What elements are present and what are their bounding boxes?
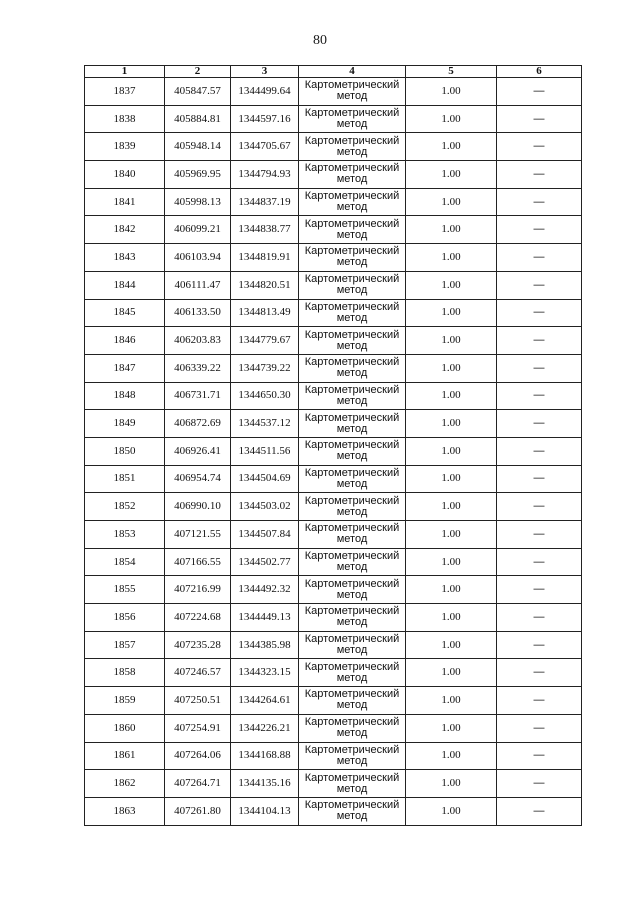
x-coordinate-cell: 406203.83 xyxy=(165,327,231,355)
method-line-2: метод xyxy=(336,810,368,823)
y-coordinate-cell: 1344323.15 xyxy=(231,659,299,687)
x-coordinate-cell: 407121.55 xyxy=(165,521,231,549)
method-line-2: метод xyxy=(336,284,368,297)
table-row xyxy=(85,687,582,715)
y-coordinate-cell: 1344449.13 xyxy=(231,604,299,632)
table-row xyxy=(85,161,582,189)
method-line-1: Картометрический xyxy=(304,383,400,396)
accuracy-cell: 1.00 xyxy=(406,105,497,133)
accuracy-cell: 1.00 xyxy=(406,327,497,355)
method-line-2: метод xyxy=(336,256,368,269)
description-cell: — xyxy=(497,244,582,272)
method-line-2: метод xyxy=(336,118,368,131)
method-cell xyxy=(299,576,406,604)
point-number-cell: 1842 xyxy=(85,216,165,244)
y-coordinate-cell: 1344813.49 xyxy=(231,299,299,327)
y-coordinate-cell: 1344226.21 xyxy=(231,714,299,742)
table-row xyxy=(85,465,582,493)
point-number-cell: 1862 xyxy=(85,770,165,798)
description-cell: — xyxy=(497,382,582,410)
accuracy-cell: 1.00 xyxy=(406,410,497,438)
method-line-2: метод xyxy=(336,699,368,712)
method-cell xyxy=(299,327,406,355)
method-line-2: метод xyxy=(336,782,368,795)
accuracy-cell: 1.00 xyxy=(406,133,497,161)
x-coordinate-cell: 406990.10 xyxy=(165,493,231,521)
y-coordinate-cell: 1344135.16 xyxy=(231,770,299,798)
point-number-cell: 1851 xyxy=(85,465,165,493)
header-col-6: 6 xyxy=(497,66,582,78)
header-col-2: 2 xyxy=(165,66,231,78)
method-cell xyxy=(299,687,406,715)
table-row xyxy=(85,354,582,382)
method-line-2: метод xyxy=(336,339,368,352)
description-cell: — xyxy=(497,714,582,742)
table-row xyxy=(85,493,582,521)
point-number-cell: 1863 xyxy=(85,797,165,825)
accuracy-cell: 1.00 xyxy=(406,354,497,382)
method-cell xyxy=(299,604,406,632)
method-line-1: Картометрический xyxy=(304,494,400,507)
table-row xyxy=(85,576,582,604)
x-coordinate-cell: 405884.81 xyxy=(165,105,231,133)
accuracy-cell: 1.00 xyxy=(406,437,497,465)
description-cell: — xyxy=(497,631,582,659)
description-cell: — xyxy=(497,78,582,106)
accuracy-cell: 1.00 xyxy=(406,687,497,715)
table-row xyxy=(85,271,582,299)
y-coordinate-cell: 1344837.19 xyxy=(231,188,299,216)
y-coordinate-cell: 1344511.56 xyxy=(231,437,299,465)
method-line-2: метод xyxy=(336,311,368,324)
method-line-1: Картометрический xyxy=(304,743,400,756)
method-line-1: Картометрический xyxy=(304,107,400,120)
accuracy-cell: 1.00 xyxy=(406,770,497,798)
x-coordinate-cell: 406954.74 xyxy=(165,465,231,493)
method-line-2: метод xyxy=(336,450,368,463)
method-line-2: метод xyxy=(336,201,368,214)
table-row xyxy=(85,299,582,327)
x-coordinate-cell: 406103.94 xyxy=(165,244,231,272)
y-coordinate-cell: 1344819.91 xyxy=(231,244,299,272)
accuracy-cell: 1.00 xyxy=(406,216,497,244)
accuracy-cell: 1.00 xyxy=(406,244,497,272)
accuracy-cell: 1.00 xyxy=(406,382,497,410)
method-cell xyxy=(299,188,406,216)
point-number-cell: 1840 xyxy=(85,161,165,189)
table-row xyxy=(85,742,582,770)
method-line-2: метод xyxy=(336,727,368,740)
y-coordinate-cell: 1344385.98 xyxy=(231,631,299,659)
method-line-2: метод xyxy=(336,505,368,518)
accuracy-cell: 1.00 xyxy=(406,604,497,632)
y-coordinate-cell: 1344504.69 xyxy=(231,465,299,493)
description-cell: — xyxy=(497,354,582,382)
method-cell xyxy=(299,631,406,659)
method-cell xyxy=(299,78,406,106)
point-number-cell: 1849 xyxy=(85,410,165,438)
description-cell: — xyxy=(497,770,582,798)
accuracy-cell: 1.00 xyxy=(406,521,497,549)
method-line-1: Картометрический xyxy=(304,245,400,258)
method-cell xyxy=(299,410,406,438)
method-line-1: Картометрический xyxy=(304,411,400,424)
method-cell xyxy=(299,493,406,521)
point-number-cell: 1861 xyxy=(85,742,165,770)
accuracy-cell: 1.00 xyxy=(406,548,497,576)
accuracy-cell: 1.00 xyxy=(406,659,497,687)
method-line-2: метод xyxy=(336,477,368,490)
method-cell xyxy=(299,354,406,382)
method-line-2: метод xyxy=(336,644,368,657)
description-cell: — xyxy=(497,410,582,438)
description-cell: — xyxy=(497,797,582,825)
method-line-2: метод xyxy=(336,422,368,435)
point-number-cell: 1857 xyxy=(85,631,165,659)
header-col-1: 1 xyxy=(85,66,165,78)
method-line-2: метод xyxy=(336,754,368,767)
x-coordinate-cell: 407246.57 xyxy=(165,659,231,687)
accuracy-cell: 1.00 xyxy=(406,271,497,299)
point-number-cell: 1847 xyxy=(85,354,165,382)
method-line-1: Картометрический xyxy=(304,273,400,286)
point-number-cell: 1839 xyxy=(85,133,165,161)
method-cell xyxy=(299,271,406,299)
point-number-cell: 1848 xyxy=(85,382,165,410)
method-line-1: Картометрический xyxy=(304,439,400,452)
description-cell: — xyxy=(497,659,582,687)
point-number-cell: 1850 xyxy=(85,437,165,465)
table-row xyxy=(85,105,582,133)
description-cell: — xyxy=(497,437,582,465)
method-line-1: Картометрический xyxy=(304,328,400,341)
x-coordinate-cell: 406339.22 xyxy=(165,354,231,382)
x-coordinate-cell: 407264.71 xyxy=(165,770,231,798)
table-row xyxy=(85,188,582,216)
method-line-1: Картометрический xyxy=(304,162,400,175)
table-row xyxy=(85,770,582,798)
accuracy-cell: 1.00 xyxy=(406,714,497,742)
y-coordinate-cell: 1344838.77 xyxy=(231,216,299,244)
method-cell xyxy=(299,521,406,549)
method-line-1: Картометрический xyxy=(304,466,400,479)
point-number-cell: 1841 xyxy=(85,188,165,216)
method-line-2: метод xyxy=(336,561,368,574)
accuracy-cell: 1.00 xyxy=(406,465,497,493)
y-coordinate-cell: 1344492.32 xyxy=(231,576,299,604)
point-number-cell: 1860 xyxy=(85,714,165,742)
description-cell: — xyxy=(497,742,582,770)
x-coordinate-cell: 406133.50 xyxy=(165,299,231,327)
y-coordinate-cell: 1344739.22 xyxy=(231,354,299,382)
y-coordinate-cell: 1344794.93 xyxy=(231,161,299,189)
accuracy-cell: 1.00 xyxy=(406,493,497,521)
method-line-1: Картометрический xyxy=(304,771,400,784)
accuracy-cell: 1.00 xyxy=(406,742,497,770)
x-coordinate-cell: 407224.68 xyxy=(165,604,231,632)
table-row xyxy=(85,659,582,687)
x-coordinate-cell: 407216.99 xyxy=(165,576,231,604)
y-coordinate-cell: 1344499.64 xyxy=(231,78,299,106)
method-cell xyxy=(299,465,406,493)
point-number-cell: 1856 xyxy=(85,604,165,632)
header-col-4: 4 xyxy=(299,66,406,78)
method-cell xyxy=(299,244,406,272)
accuracy-cell: 1.00 xyxy=(406,299,497,327)
method-line-2: метод xyxy=(336,367,368,380)
method-line-1: Картометрический xyxy=(304,134,400,147)
accuracy-cell: 1.00 xyxy=(406,631,497,659)
x-coordinate-cell: 407261.80 xyxy=(165,797,231,825)
y-coordinate-cell: 1344820.51 xyxy=(231,271,299,299)
method-line-1: Картометрический xyxy=(304,716,400,729)
method-line-2: метод xyxy=(336,90,368,103)
method-line-1: Картометрический xyxy=(304,79,400,92)
table-row xyxy=(85,133,582,161)
x-coordinate-cell: 405847.57 xyxy=(165,78,231,106)
accuracy-cell: 1.00 xyxy=(406,161,497,189)
method-cell xyxy=(299,714,406,742)
page-number: 80 xyxy=(313,33,327,48)
description-cell: — xyxy=(497,133,582,161)
coordinates-table xyxy=(84,65,582,826)
x-coordinate-cell: 407166.55 xyxy=(165,548,231,576)
method-cell xyxy=(299,659,406,687)
table-row xyxy=(85,78,582,106)
point-number-cell: 1838 xyxy=(85,105,165,133)
y-coordinate-cell: 1344168.88 xyxy=(231,742,299,770)
header-col-3: 3 xyxy=(231,66,299,78)
description-cell: — xyxy=(497,521,582,549)
accuracy-cell: 1.00 xyxy=(406,797,497,825)
x-coordinate-cell: 405969.95 xyxy=(165,161,231,189)
table-row xyxy=(85,797,582,825)
y-coordinate-cell: 1344705.67 xyxy=(231,133,299,161)
method-cell xyxy=(299,797,406,825)
point-number-cell: 1837 xyxy=(85,78,165,106)
method-cell xyxy=(299,161,406,189)
x-coordinate-cell: 406926.41 xyxy=(165,437,231,465)
method-line-1: Картометрический xyxy=(304,522,400,535)
method-line-2: метод xyxy=(336,671,368,684)
method-line-1: Картометрический xyxy=(304,550,400,563)
x-coordinate-cell: 407250.51 xyxy=(165,687,231,715)
x-coordinate-cell: 406099.21 xyxy=(165,216,231,244)
description-cell: — xyxy=(497,576,582,604)
method-line-1: Картометрический xyxy=(304,300,400,313)
method-line-1: Картометрический xyxy=(304,660,400,673)
method-cell xyxy=(299,548,406,576)
method-line-2: метод xyxy=(336,173,368,186)
table-row xyxy=(85,604,582,632)
y-coordinate-cell: 1344503.02 xyxy=(231,493,299,521)
method-line-2: метод xyxy=(336,588,368,601)
point-number-cell: 1844 xyxy=(85,271,165,299)
description-cell: — xyxy=(497,327,582,355)
y-coordinate-cell: 1344779.67 xyxy=(231,327,299,355)
accuracy-cell: 1.00 xyxy=(406,78,497,106)
x-coordinate-cell: 407254.91 xyxy=(165,714,231,742)
y-coordinate-cell: 1344650.30 xyxy=(231,382,299,410)
table-row xyxy=(85,714,582,742)
description-cell: — xyxy=(497,548,582,576)
method-cell xyxy=(299,742,406,770)
point-number-cell: 1852 xyxy=(85,493,165,521)
description-cell: — xyxy=(497,465,582,493)
method-line-2: метод xyxy=(336,394,368,407)
method-line-1: Картометрический xyxy=(304,799,400,812)
x-coordinate-cell: 405998.13 xyxy=(165,188,231,216)
method-line-1: Картометрический xyxy=(304,605,400,618)
point-number-cell: 1858 xyxy=(85,659,165,687)
description-cell: — xyxy=(497,188,582,216)
method-line-1: Картометрический xyxy=(304,633,400,646)
method-line-1: Картометрический xyxy=(304,217,400,230)
y-coordinate-cell: 1344264.61 xyxy=(231,687,299,715)
method-line-2: метод xyxy=(336,533,368,546)
method-cell xyxy=(299,105,406,133)
method-cell xyxy=(299,216,406,244)
table-body xyxy=(85,78,582,826)
description-cell: — xyxy=(497,299,582,327)
method-line-1: Картометрический xyxy=(304,190,400,203)
point-number-cell: 1859 xyxy=(85,687,165,715)
description-cell: — xyxy=(497,216,582,244)
y-coordinate-cell: 1344537.12 xyxy=(231,410,299,438)
table-row xyxy=(85,410,582,438)
y-coordinate-cell: 1344502.77 xyxy=(231,548,299,576)
method-line-2: метод xyxy=(336,145,368,158)
method-cell xyxy=(299,770,406,798)
x-coordinate-cell: 406111.47 xyxy=(165,271,231,299)
point-number-cell: 1846 xyxy=(85,327,165,355)
point-number-cell: 1843 xyxy=(85,244,165,272)
method-line-2: метод xyxy=(336,228,368,241)
y-coordinate-cell: 1344104.13 xyxy=(231,797,299,825)
x-coordinate-cell: 407235.28 xyxy=(165,631,231,659)
y-coordinate-cell: 1344597.16 xyxy=(231,105,299,133)
method-line-1: Картометрический xyxy=(304,356,400,369)
x-coordinate-cell: 405948.14 xyxy=(165,133,231,161)
x-coordinate-cell: 406731.71 xyxy=(165,382,231,410)
method-line-1: Картометрический xyxy=(304,688,400,701)
header-col-5: 5 xyxy=(406,66,497,78)
method-cell xyxy=(299,133,406,161)
point-number-cell: 1855 xyxy=(85,576,165,604)
method-line-1: Картометрический xyxy=(304,577,400,590)
table-row xyxy=(85,382,582,410)
description-cell: — xyxy=(497,271,582,299)
table-row xyxy=(85,216,582,244)
method-cell xyxy=(299,382,406,410)
accuracy-cell: 1.00 xyxy=(406,188,497,216)
y-coordinate-cell: 1344507.84 xyxy=(231,521,299,549)
table-row xyxy=(85,521,582,549)
point-number-cell: 1845 xyxy=(85,299,165,327)
table-row xyxy=(85,327,582,355)
description-cell: — xyxy=(497,687,582,715)
method-cell xyxy=(299,437,406,465)
method-cell xyxy=(299,299,406,327)
table-row xyxy=(85,244,582,272)
description-cell: — xyxy=(497,493,582,521)
accuracy-cell: 1.00 xyxy=(406,576,497,604)
method-line-2: метод xyxy=(336,616,368,629)
x-coordinate-cell: 407264.06 xyxy=(165,742,231,770)
point-number-cell: 1854 xyxy=(85,548,165,576)
description-cell: — xyxy=(497,604,582,632)
table-row xyxy=(85,548,582,576)
table-row xyxy=(85,631,582,659)
table-header-row xyxy=(85,66,582,78)
table-row xyxy=(85,437,582,465)
x-coordinate-cell: 406872.69 xyxy=(165,410,231,438)
description-cell: — xyxy=(497,161,582,189)
point-number-cell: 1853 xyxy=(85,521,165,549)
description-cell: — xyxy=(497,105,582,133)
